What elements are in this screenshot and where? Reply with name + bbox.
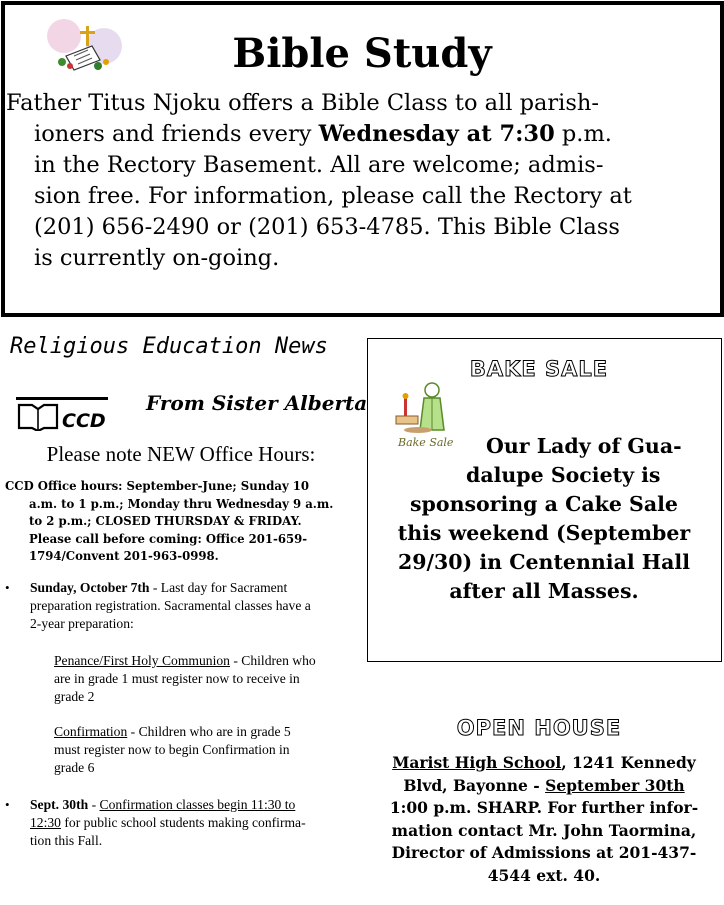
svg-text:CCD: CCD: [62, 410, 106, 431]
bible-line: in the Rectory Basement. All are welcome; admis-: [34, 152, 604, 178]
bible-study-body: [6, 88, 712, 274]
sacrament-registration-item: Sunday, October 7th - Last day for Sacrament preparation registration. Sacramental classes have a 2-year preparation:: [30, 580, 311, 631]
bullet-icon: •: [5, 797, 10, 812]
confirmation-link[interactable]: Confirmation: [54, 724, 128, 739]
confirmation-classes-item: Sept. 30th - Confirmation classes begin 11:30 to 12:30 for public school students making confirma- tion this Fall.: [30, 797, 306, 848]
bible-line: (201) 656-2490 or (201) 653-4785. This Bible Class: [34, 214, 620, 240]
ccd-office-hours: CCD Office hours: September-June; Sunday 10 a.m. to 1 p.m.; Monday thru Wednesday 9 a.m. to 2 p.m.; CLOSED THURSDAY & FRIDAY. Please call before coming: Office 201-659- 1794/Convent 201-963-0998.: [5, 479, 334, 563]
confirmation-classes-link-cont[interactable]: 12:30: [30, 815, 61, 830]
ccd-logo-icon: [16, 397, 108, 431]
office-hours-heading: Please note NEW Office Hours:: [46, 442, 316, 466]
religious-education-title: Religious Education News: [10, 334, 328, 359]
penance-link[interactable]: Penance/First Holy Communion: [54, 653, 230, 668]
bible-line: Father Titus Njoku offers a Bible Class to all parish-: [6, 90, 600, 116]
bible-line: ioners and friends every Wednesday at 7:30 p.m.: [34, 121, 612, 147]
confirmation-item: Confirmation - Children who are in grade 5 must register now to begin Confirmation in grade 6: [54, 724, 291, 775]
confirmation-classes-link[interactable]: Confirmation classes begin 11:30 to: [99, 797, 296, 812]
bible-line: is currently on-going.: [34, 245, 280, 271]
svg-text:Bake Sale: Bake Sale: [398, 436, 454, 449]
from-sister-alberta: From Sister Alberta: [146, 391, 368, 415]
open-house-text: Marist High School, 1241 Kennedy Blvd, Bayonne - September 30th 1:00 p.m. SHARP. For further infor- mation contact Mr. John Taormina, Director of Admissions at 201-437- 4544 ext. 40.: [389, 753, 699, 885]
open-house-date[interactable]: September 30th: [545, 775, 685, 795]
open-house-title: OPEN HOUSE: [456, 716, 622, 740]
bible-study-title: Bible Study: [232, 30, 492, 77]
penance-communion-item: Penance/First Holy Communion - Children who are in grade 1 must register now to receive in grade 2: [54, 653, 316, 704]
bullet-icon: •: [5, 580, 10, 595]
bible-line: sion free. For information, please call the Rectory at: [34, 183, 632, 209]
marist-link[interactable]: Marist High School: [392, 753, 562, 772]
bake-sale-title: BAKE SALE: [469, 357, 609, 381]
bake-sale-text: Our Lady of Gua- dalupe Society is sponsoring a Cake Sale this weekend (September 29/30) in Centennial Hall after all Masses.: [397, 434, 691, 603]
